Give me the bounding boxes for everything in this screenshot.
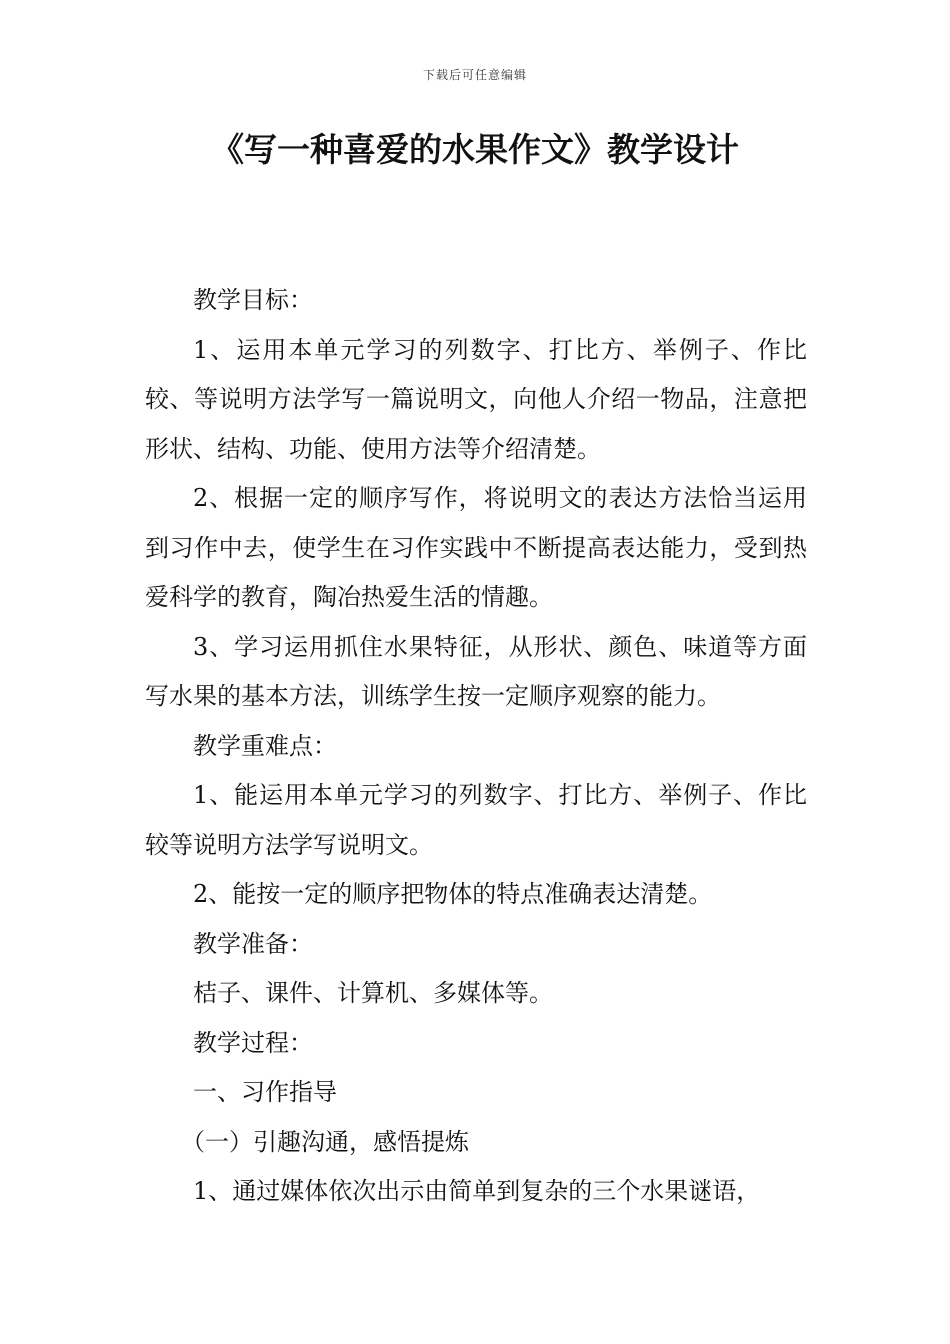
section-heading-objectives: 教学目标： (193, 286, 313, 314)
paragraph-preparation: 桔子、课件、计算机、多媒体等。 (193, 979, 553, 1007)
subsection-heading-engage: （一）引趣沟通，感悟提炼 (181, 1127, 469, 1156)
section-heading-key-points: 教学重难点： (193, 731, 337, 760)
header-note: 下载后可任意编辑 (422, 68, 527, 82)
section-heading-process: 教学过程： (193, 1028, 313, 1057)
subsection-heading-guidance: 一、习作指导 (193, 1078, 337, 1106)
paragraph-objective-2: 2、根据一定的顺序写作，将说明文的表达方法恰当运用到习作中去，使学生在习作实践中不断提高表达能力，受到热爱科学的教育，陶冶热爱生活的情趣。 (145, 484, 807, 611)
paragraph-objective-1: 1、运用本单元学习的列数字、打比方、举例子、作比较、等说明方法学写一篇说明文，向他人介绍一物品，注意把形状、结构、功能、使用方法等介绍清楚。 (145, 335, 807, 463)
paragraph-key-point-2: 2、能按一定的顺序把物体的特点准确表达清楚。 (193, 880, 713, 908)
section-heading-preparation: 教学准备： (193, 929, 313, 958)
document-body (145, 276, 807, 1217)
paragraph-key-point-1: 1、能运用本单元学习的列数字、打比方、举例子、作比较等说明方法学写说明文。 (145, 781, 807, 859)
document-title: 《写一种喜爱的水果作文》教学设计 (211, 130, 739, 169)
paragraph-process-1: 1、通过媒体依次出示由简单到复杂的三个水果谜语， (193, 1177, 761, 1205)
paragraph-objective-3: 3、学习运用抓住水果特征，从形状、颜色、味道等方面写水果的基本方法，训练学生按一定顺序观察的能力。 (145, 632, 807, 710)
